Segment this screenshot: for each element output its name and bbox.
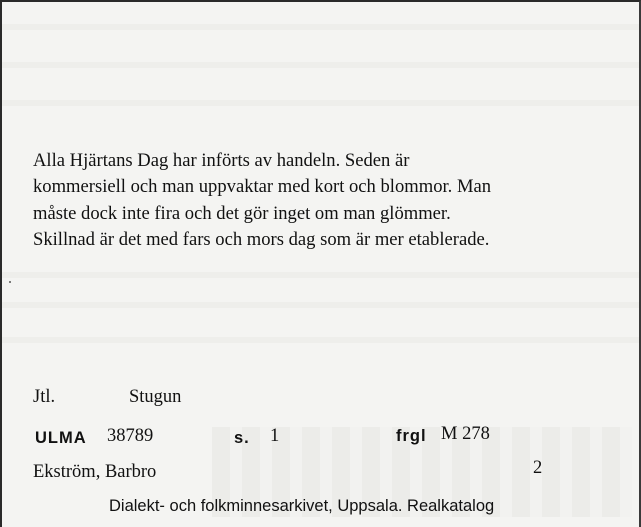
province-code: Jtl. (33, 387, 56, 407)
body-line: kommersiell och man uppvaktar med kort och blommor. Man (33, 176, 492, 198)
bleed-through-line (2, 62, 639, 68)
bleed-through-line (2, 337, 639, 343)
card-body-text (33, 148, 623, 253)
bleed-through-line (2, 24, 639, 30)
archive-label: ULMA (35, 429, 87, 447)
bleed-through-line (2, 100, 639, 106)
archive-footer: Dialekt- och folkminnesarkivet, Uppsala. Realkatalog (109, 497, 495, 515)
body-line: Skillnad är det med fars och mors dag som är mer etablerade. (33, 228, 490, 250)
body-line: Alla Hjärtans Dag har införts av handeln. Seden är (33, 150, 410, 171)
bleed-through-line (2, 272, 639, 278)
body-line: måste dock inte fira och det gör inget om man glömmer. (33, 202, 451, 224)
questionnaire-number: M 278 (441, 424, 490, 444)
card-number: 2 (533, 458, 543, 478)
page-number: 1 (270, 426, 280, 446)
bleed-through-line (2, 302, 639, 308)
archive-number: 38789 (107, 426, 154, 446)
speck-mark (9, 281, 11, 283)
page-label: s. (234, 429, 250, 447)
place-name: Stugun (129, 387, 182, 407)
informant-name: Ekström, Barbro (33, 462, 157, 482)
questionnaire-label: frgl (396, 427, 427, 445)
